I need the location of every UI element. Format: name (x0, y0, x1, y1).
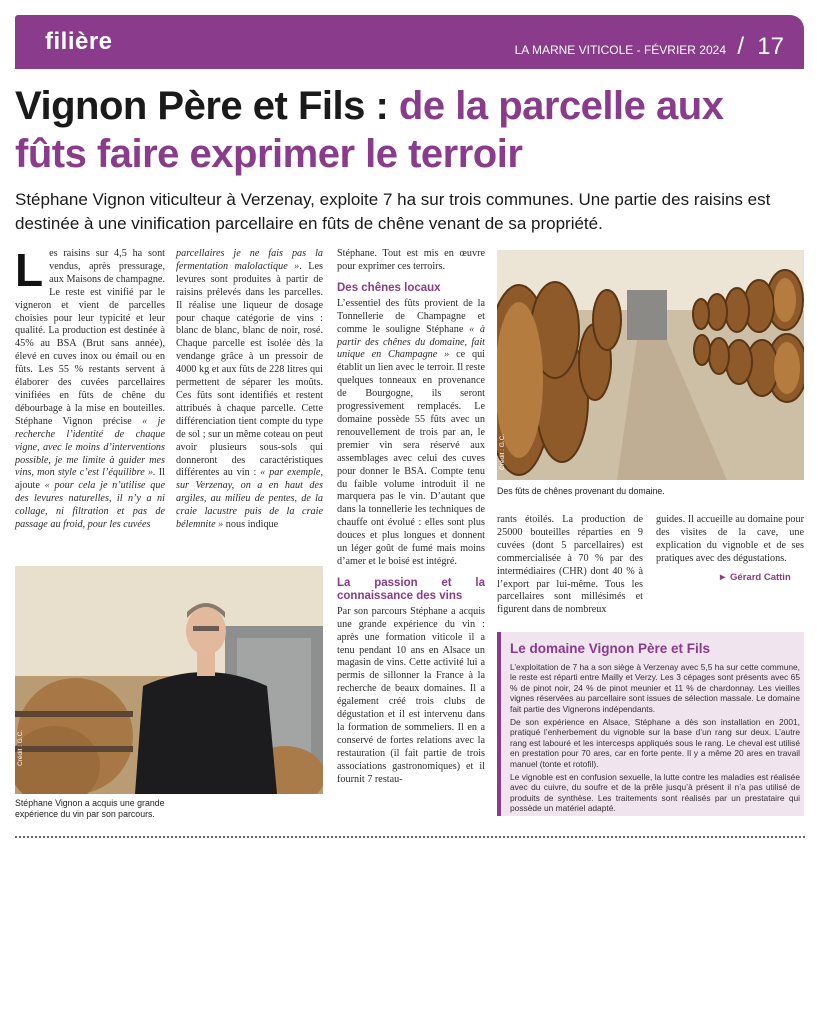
headline-part-1: Vignon Père et Fils : (15, 84, 389, 128)
page-number: 17 (757, 33, 784, 60)
barrels-photo-credit: Crédit : G.C. (499, 433, 506, 470)
barrels-photo (497, 250, 804, 480)
col3-opening: Stéphane. Tout est mis en œuvre pour exprimer ces terroirs. (337, 248, 485, 272)
sidebar-accent-bar (497, 632, 501, 816)
subheading-passion: La passion et la connaissance des vins (337, 576, 485, 602)
col2-text: Les levures sont produites à partir de raisins prélevés dans les parcelles. Il réalise une liqueur de dosage pour chaque catégorie de vins : blanc de blanc, blanc de noir, rosé. Chaque parcelle est isolée dès la vendange grâce à un pressoir de 4000 kg et aux fûts de 228 litres qui permettent de séparer les moûts. Ces fûts sont identifiés et restent attribués à chaque parcelle. Cette différenciation tient compte du type de sol ; sur un même coteau on peut avoir plusieurs sous-sols qui donneront des caractéristiques différentes au vin : (176, 260, 323, 479)
col4-text: rants étoilés. La production de 25000 bouteilles réparties en 9 cuvées (dont 5 parcellaires) est commercialisée à 70 % par des intermédiaires (CHR) dont 40 % à l’export par lui-même. Tous les parcellaires sont millésimés et figurent dans de nombreux (497, 514, 643, 616)
col1-quote-2: « pour cela je n’utilise que des levures naturelles, il n’y a ni collage, ni filtration et pas de passage au froid, pour les cuvées (15, 480, 166, 531)
headline-part-2: de la parcelle aux fûts faire exprimer le terroir (15, 84, 724, 176)
bottom-dotted-rule (15, 836, 805, 838)
portrait-image (15, 566, 323, 794)
article-column-2: parcellaires je ne fais pas la fermentation malolactique ». Les levures sont produites à partir de raisins prélevés dans les parcelles. Il réalise une liqueur de dosage pour chaque catégorie de vins : blanc de blanc, blanc de noir, rosé. Chaque parcelle est isolée dès la vendange grâce à un pressoir de 4000 kg et aux fûts de 228 litres qui permettent de séparer les moûts. Ces fûts sont identifiés et restent attribués à chaque parcelle. Cette différenciation tient compte du type de sol ; sur un même coteau on peut avoir plusieurs sous-sols qui donneront des caractéristiques différentes au vin : « par exemple, sur Verzenay, on a en haut des argiles, au milieu de pentes, de la craie lacustre puis de la craie bélemnite » nous indique (176, 248, 323, 531)
col2-quote-start: parcellaires je ne fais pas la fermentation malolactique » (176, 248, 323, 272)
sidebar-paragraph-2: De son expérience en Alsace, Stéphane a dès son installation en 2001, pratiqué l’enherbement du vignoble sur la base d’un rang sur deux. L’autre rang est labouré et les intercesps appliqués sous le rang. Le cheval est utilisé en prestation pour 70 ares, car en forte pente. Il y a même 20 ares en travail manuel (tonte et rotofil). (510, 717, 800, 769)
col1-quote: « je recherche l’identité de chaque vigne, avec le moins d’interventions possible, je me limite à guider mes vins, mon style c’est l’équilibre ». (15, 415, 165, 479)
col1-text-tail: Il ajoute (15, 467, 166, 492)
article-headline (15, 82, 805, 178)
col2-text-tail: nous indique (225, 519, 279, 531)
sidebar-text (510, 662, 800, 817)
sidebar-title: Le domaine Vignon Père et Fils (510, 641, 711, 656)
article-column-3 (337, 248, 485, 787)
publication-name: LA MARNE VITICOLE - FÉVRIER 2024 (514, 43, 726, 57)
barrels-image (497, 250, 804, 480)
page-separator: / (737, 33, 744, 60)
portrait-caption: Stéphane Vignon a acquis une grande expérience du vin par son parcours. (15, 798, 165, 819)
section-header-band (15, 15, 804, 69)
portrait-photo (15, 566, 323, 794)
col1-text: es raisins sur 4,5 ha sont vendus, après pressurage, aux Maisons de champagne. Le reste est vinifié par le vigneron et vient de parcelles choisies pour leur typicité et leur qualité. La production est destinée à 45% au BSA (Brut sans année), élevé en cuves inox ou émail ou en fûts. Les 55 % restants servent à élaborer des cuvées parcellaires vinifiées en fûts de chêne du débourbage à la mise en bouteilles. Stéphane Vignon précise (15, 248, 165, 427)
article-column-5 (656, 514, 804, 566)
col3-text: L’essentiel des fûts provient de la Tonnellerie de Champagne et comme le souligne Stéphane (337, 297, 485, 335)
col2-quote: « par exemple, sur Verzenay, on a en haut des argiles, au milieu de pentes, de la craie lacustre puis de la craie bélemnite » (176, 467, 323, 531)
article-lede: Stéphane Vignon viticulteur à Verzenay, exploite 7 ha sur trois communes. Une partie des raisins est destinée à une vinification parcellaire en fûts de chêne venant de sa propriété. (15, 190, 771, 233)
col3-quote: « à partir des chênes du domaine, fait unique en Champagne » (337, 323, 486, 361)
author-signature (718, 572, 791, 583)
barrels-caption: Des fûts de chênes provenant du domaine. (497, 486, 665, 496)
sidebar-paragraph-1: L’exploitation de 7 ha a son siège à Verzenay avec 5,5 ha sur cette commune, le reste est réparti entre Mailly et Verzy. Les 3 cépages sont présents avec 65 % de pinot noir, 24 % de pinot meunier et 11 % de chardonnay. Les vieilles vignes réservées au parcellaire sont issues de sélection massale. Le domaine fait partie des Vignerons indépendants. (510, 662, 800, 714)
article-column-1 (15, 244, 166, 532)
col5-text: guides. Il accueille au domaine pour des visites de la cave, une explication du vignoble et de ses pratiques avec des dégustations. (656, 514, 804, 564)
drop-cap: L (15, 244, 44, 296)
signature-arrow-icon: ► (718, 572, 728, 583)
article-column-4 (497, 514, 643, 617)
sidebar-paragraph-3: Le vignoble est en confusion sexuelle, la lutte contre les maladies est réalisée avec du cuivre, du soufre et de la prêle jusqu’à présent il n’a pas utilisé de produits de synthèse. Les traitements sont réalisés par un prestataire qui possède un matériel adapté. (510, 772, 800, 814)
subheading-local-oaks: Des chênes locaux (337, 281, 441, 294)
portrait-photo-credit: Crédit : G.C. (17, 729, 24, 766)
col3-text-2: Par son parcours Stéphane a acquis une grande expérience du vin : après une formation viticole il a tenu pendant 10 ans en Alsace un magasin de vins. Cette activité lui a permis de sillonner la France à la recherche de beaux domaines. Il a également créé trois clubs de dégustation et il est intervenu dans la formation de sommeliers. Il en a conservé de fortes relations avec la restauration (il fait partie de trois associations gastronomiques) et il fournit 7 restau- (337, 605, 485, 785)
section-label: filière (45, 28, 113, 55)
col3-text-tail: ce qui établit un lien avec le terroir. Il reste quelques tonneaux en provenance de Bourgogne, ils seront progressivement remplacés. Le domaine possède 55 fûts avec un renouvellement de trois par an, le premier vin sera réservé aux assemblages avec celui des cuves pour donner le BSA. Compte tenu du faible volume introduit il ne marquera pas le vin. D’autant que dans la tonnellerie les techniques de chauffe ont évolué : elles sont plus douces et plus longues et donnent un léger goût de fumé mais moins d’amer et le boisé est intégré. (337, 349, 486, 567)
author-name: Gérard Cattin (730, 572, 791, 583)
